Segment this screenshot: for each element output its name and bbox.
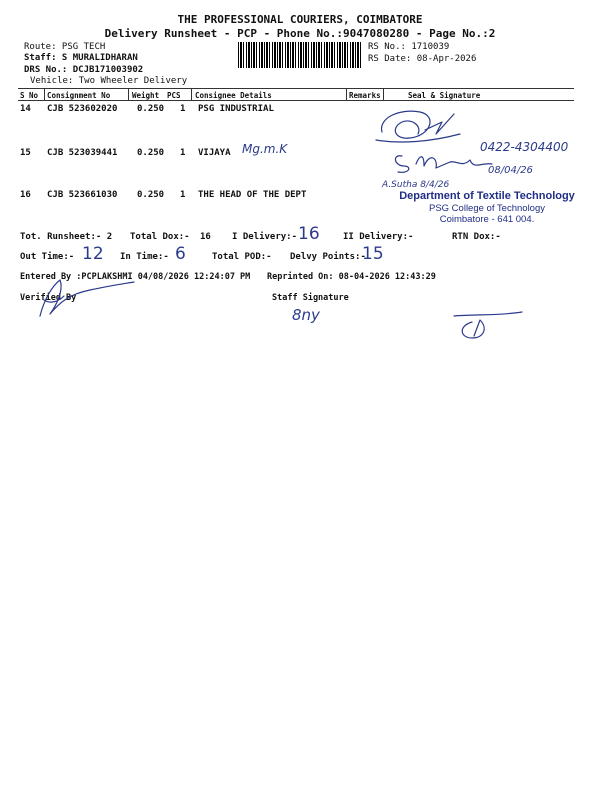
row-consignment: CJB 523602020: [47, 104, 118, 114]
col-divider: [191, 89, 192, 100]
drs-number: DRS No.: DCJB171003902: [24, 65, 144, 75]
row-pcs: 1: [180, 104, 186, 114]
stamp-college: PSG College of Technology: [428, 203, 545, 214]
staff-signature-mark: [452, 306, 532, 342]
row14-signature: [370, 100, 470, 148]
route: Route: PSG TECH: [24, 42, 106, 52]
company-title: THE PROFESSIONAL COURIERS, COIMBATORE: [177, 13, 423, 26]
total-dox-value: 16: [200, 232, 211, 242]
row-sno: 14: [20, 104, 31, 114]
i-delivery-label: I Delivery:-: [232, 232, 298, 242]
total-pod: Total POD:-: [212, 252, 272, 262]
in-time-label: In Time:-: [120, 252, 169, 262]
verified-by: Verified By: [20, 293, 77, 303]
consignee-handwritten-name: Mg.m.K: [242, 142, 288, 156]
verified-by-signature: [30, 270, 140, 320]
row-weight: 0.250: [137, 190, 165, 200]
rs-date: RS Date: 08-Apr-2026: [368, 54, 477, 64]
rtn-dox: RTN Dox:-: [452, 232, 501, 242]
row-weight: 0.250: [137, 148, 165, 158]
row-consignment: CJB 523661030: [47, 190, 118, 200]
barcode: [238, 42, 362, 68]
col-divider: [346, 89, 347, 100]
col-pcs: PCS: [167, 91, 181, 100]
reprinted-on: Reprinted On: 08-04-2026 12:43:29: [267, 272, 436, 282]
stamp-department: Department of Textile Technology: [399, 190, 575, 202]
col-seal-signature: Seal & Signature: [408, 91, 481, 100]
staff-signature-label: Staff Signature: [272, 293, 349, 303]
entered-by: Entered By :PCPLAKSHMI 04/08/2026 12:24:07 PM: [20, 272, 251, 282]
out-time-label: Out Time:-: [20, 252, 75, 262]
runsheet-subtitle: Delivery Runsheet - PCP - Phone No.:9047080280 - Page No.:2: [104, 27, 496, 40]
col-consignment: Consignment No: [47, 91, 111, 100]
out-time-value: 12: [82, 244, 104, 264]
total-dox-label: Total Dox:-: [130, 232, 190, 242]
col-divider: [44, 89, 45, 100]
col-divider: [128, 89, 129, 100]
row-consignee: PSG INDUSTRIAL: [198, 104, 274, 114]
handwritten-phone: 0422-4304400: [480, 140, 569, 154]
staff-initials: 8ny: [292, 306, 320, 324]
row-consignee: THE HEAD OF THE DEPT: [198, 190, 307, 200]
row-consignee: VIJAYA: [198, 148, 231, 158]
rs-number: RS No.: 1710039: [368, 42, 450, 52]
col-sno: S No: [20, 91, 39, 100]
in-time-value: 6: [175, 244, 186, 264]
row-sno: 15: [20, 148, 31, 158]
col-consignee: Consignee Details: [195, 91, 272, 100]
row-weight: 0.250: [137, 104, 165, 114]
staff-name: Staff: S MURALIDHARAN: [24, 53, 138, 63]
col-weight: Weight: [132, 91, 160, 100]
row-pcs: 1: [180, 190, 186, 200]
table-header-rule: [18, 100, 574, 101]
handwritten-date: 08/04/26: [488, 165, 533, 176]
i-delivery-value: 16: [298, 224, 320, 244]
delvy-points-label: Delvy Points:-: [290, 252, 366, 262]
col-divider: [383, 89, 384, 100]
row-consignment: CJB 523039441: [47, 148, 118, 158]
stamp-signature: A.Sutha 8/4/26: [382, 180, 450, 190]
row-sno: 16: [20, 190, 31, 200]
delvy-points-value: 15: [362, 244, 384, 264]
table-top-rule: [18, 88, 574, 89]
total-runsheet: Tot. Runsheet:- 2: [20, 232, 113, 242]
stamp-city: Coimbatore - 641 004.: [439, 214, 535, 225]
row-pcs: 1: [180, 148, 186, 158]
vehicle: Vehicle: Two Wheeler Delivery: [30, 76, 188, 86]
col-remarks: Remarks: [349, 91, 381, 100]
ii-delivery: II Delivery:-: [343, 232, 414, 242]
